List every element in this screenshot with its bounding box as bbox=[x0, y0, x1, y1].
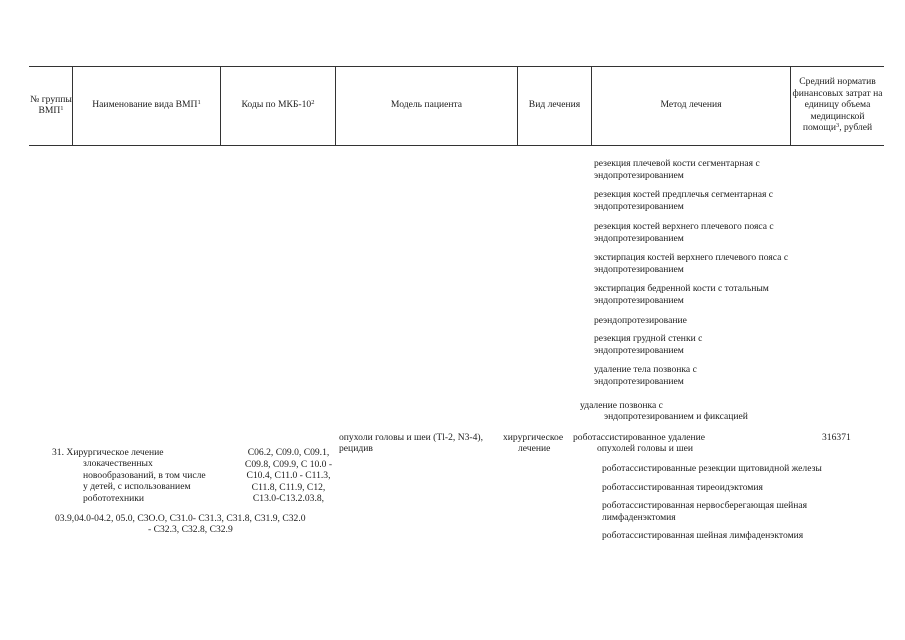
method-item: роботассистированная тиреоидэктомия bbox=[602, 482, 763, 493]
method-item: резекция грудной стенки с эндопротезированием bbox=[594, 333, 703, 356]
footnote-mark: 2 bbox=[311, 99, 315, 107]
icd-codes: C06.2, C09.0, C09.1, C09.8, C09.9, C 10.0 - C10.4, C11.0 - C11.3, C11.8, C11.9, C12, C13.0-C13.2.03.8, bbox=[244, 447, 333, 504]
header-treatment-method-text: Метод лечения bbox=[660, 99, 722, 111]
icd-codes-continued: 03.9,04.0-04.2, 05.0, C3O.O, C31.0- C31.3, C31.8, C31.9, C32.0 bbox=[55, 513, 306, 524]
treatment-type: лечение bbox=[518, 443, 551, 454]
method-item: роботассистированная нервосберегающая шейная лимфаденэктомия bbox=[602, 500, 808, 523]
header-treatment-type bbox=[518, 66, 591, 144]
vmp-name: злокачественных новообразований, в том числе у детей, с использованием робототехники bbox=[83, 458, 206, 504]
header-treatment-type-text: Вид лечения bbox=[528, 99, 581, 111]
header-vmp-name bbox=[73, 66, 220, 144]
header-cost-text: Средний норматив финансовых затрат на единицу объема медицинской помощи bbox=[792, 76, 883, 134]
method-item: эндопротезированием и фиксацией bbox=[604, 411, 748, 422]
header-cost-tail: , рублей bbox=[839, 122, 873, 134]
method-item: роботассистированные резекции щитовидной железы bbox=[602, 463, 822, 474]
header-cost bbox=[791, 66, 884, 144]
header-vmp-name-text: Наименование вида ВМП bbox=[92, 99, 198, 111]
method-main: опухолей головы и шеи bbox=[597, 443, 694, 454]
header-icd-codes-text: Коды по МКБ-10 bbox=[241, 99, 312, 111]
icd-codes-continued: - C32.3, C32.8, C32.9 bbox=[148, 524, 233, 535]
header-group-number bbox=[30, 66, 72, 144]
header-treatment-method bbox=[592, 66, 790, 144]
header-group-number-text: № группы ВМП bbox=[30, 93, 72, 116]
header-patient-model-text: Модель пациента bbox=[390, 99, 463, 111]
method-item: резекция костей верхнего плечевого пояса с эндопротезированием bbox=[594, 221, 774, 244]
cost-value: 316371 bbox=[822, 432, 851, 443]
patient-model: рецидив bbox=[339, 443, 373, 454]
method-item: удаление позвонка с bbox=[580, 400, 663, 411]
patient-model: опухоли головы и шеи (Tl-2, N3-4), bbox=[339, 432, 484, 443]
method-item: роботассистированная шейная лимфаденэктомия bbox=[602, 530, 804, 541]
vmp-name-line: Хирургическое лечение bbox=[66, 447, 164, 458]
footnote-mark: 1 bbox=[60, 105, 64, 112]
method-item: резекция плечевой кости сегментарная с эндопротезированием bbox=[594, 158, 760, 181]
header-patient-model bbox=[336, 66, 517, 144]
method-item: экстирпация костей верхнего плечевого пояса с эндопротезированием bbox=[594, 252, 789, 275]
method-item: экстирпация бедренной кости с тотальным эндопротезированием bbox=[594, 283, 769, 306]
method-item: резекция костей предплечья сегментарная с эндопротезированием bbox=[594, 189, 774, 212]
method-item: удаление тела позвонка с эндопротезированием bbox=[594, 364, 697, 387]
footnote-mark: 1 bbox=[197, 99, 201, 107]
treatment-type: хирургическое bbox=[503, 432, 564, 443]
footnote-mark: 3 bbox=[835, 122, 840, 130]
method-main: роботассистированное удаление bbox=[573, 432, 706, 443]
method-item: реэндопротезирование bbox=[594, 315, 687, 326]
group-number: 31. Хирургическое лечение bbox=[52, 447, 164, 458]
header-icd-codes bbox=[221, 66, 335, 144]
